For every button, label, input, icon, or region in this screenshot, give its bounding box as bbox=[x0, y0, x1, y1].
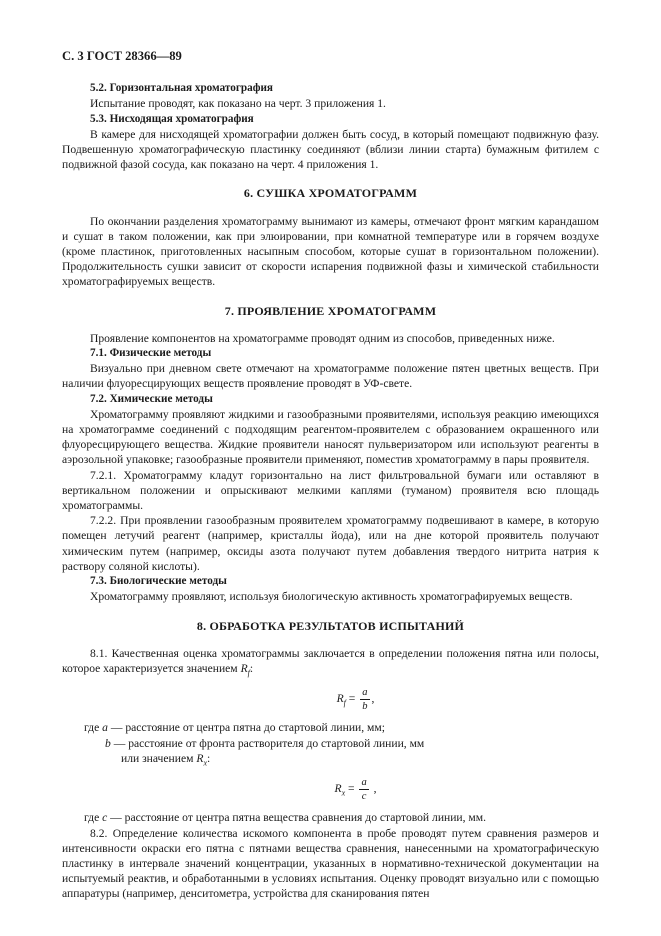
section-7-1-title: 7.1. Физические методы bbox=[90, 347, 212, 360]
where-a-line bbox=[62, 720, 599, 735]
where-c-prefix: где bbox=[84, 811, 103, 825]
formula-rf-lhs-sub: f bbox=[343, 698, 346, 708]
section-7-2-title: 7.2. Химические методы bbox=[90, 392, 213, 405]
section-7-intro: Проявление компонентов на хроматограмме проводят одним из способов, приведенных ниже. bbox=[90, 331, 555, 345]
or-value-text: или значением bbox=[121, 751, 194, 765]
where-b-var: b bbox=[105, 736, 111, 750]
rf-subscript: f bbox=[247, 668, 250, 678]
page-header: С. 3 ГОСТ 28366—89 bbox=[62, 49, 182, 63]
rf-symbol: R bbox=[240, 661, 248, 675]
formula-rx bbox=[62, 777, 599, 802]
formula-rx-numerator: a bbox=[361, 777, 367, 789]
section-5-3-title: 5.3. Нисходящая хроматография bbox=[90, 112, 254, 125]
rx-subscript: x bbox=[203, 758, 207, 768]
formula-rx-lhs: R bbox=[334, 782, 342, 796]
formula-rx-tail: , bbox=[370, 782, 377, 796]
where-c-var: c bbox=[102, 811, 108, 825]
rx-colon: : bbox=[207, 751, 211, 765]
section-5-3-text: В камере для нисходящей хроматографии должен быть сосуд, в который помещают подвижную фазу. Подвешенную хроматографическую пластинку соединяют (вблизи линии старта) бумажным фитилем с подвижной фазой сосуда, как показано на черт. 4 приложения 1. bbox=[62, 127, 599, 172]
rf-colon: : bbox=[249, 661, 254, 675]
formula-rf-tail: , bbox=[371, 692, 375, 706]
formula-rx-eq: = bbox=[345, 782, 358, 796]
or-value-line bbox=[62, 751, 599, 771]
section-7-3-title: 7.3. Биологические методы bbox=[90, 575, 227, 588]
formula-rf-lhs: R bbox=[336, 692, 344, 706]
section-8-title: 8. ОБРАБОТКА РЕЗУЛЬТАТОВ ИСПЫТАНИЙ bbox=[196, 618, 465, 633]
rx-symbol: R bbox=[196, 751, 204, 765]
section-5-2-text: Испытание проводят, как показано на черт. 3 приложения 1. bbox=[90, 97, 386, 111]
where-b-line bbox=[62, 736, 599, 751]
formula-rf-fraction bbox=[360, 687, 369, 712]
section-8-1-body: 8.1. Качественная оценка хроматограммы заключается в определении положения пятна или полосы, которое характеризуется значением bbox=[62, 646, 599, 675]
section-7-2-text: Хроматограмму проявляют жидкими и газообразными проявителями, используя реакцию имеющихся на хроматограмме соединений с подходящим реагентом-проявителем с образованием окрашенного или флуоресцирующего вещества. Жидкие проявители наносят пульверизатором или используют реагенты в аэрозольной упаковке; газообразные проявители применяют, поместив хроматограмму в пары проявителя. bbox=[62, 407, 599, 467]
where-prefix: где bbox=[84, 721, 103, 735]
section-7-1-text: Визуально при дневном свете отмечают на хроматограмме положение пятен цветных веществ. При наличии флуоресцирующих веществ проявление проводят в УФ-свете. bbox=[62, 362, 599, 391]
formula-rx-fraction bbox=[359, 777, 368, 802]
formula-rx-lhs-sub: x bbox=[341, 788, 346, 798]
where-c-text: — расстояние от центра пятна вещества сравнения до стартовой линии, мм. bbox=[107, 811, 487, 825]
formula-rx-denominator: c bbox=[361, 791, 367, 803]
where-c-line bbox=[62, 810, 599, 825]
section-7-2-2-text: 7.2.2. При проявлении газообразным проявителем хроматограмму подвешивают в камере, в которую помещен летучий реагент (например, кристаллы йода), или на дне которой проявитель получают химическим путем (например, оксиды азота получают путем добавления твердого нитрита натрия к раствору соляной кислоты). bbox=[62, 514, 599, 573]
where-a-var: a bbox=[102, 721, 108, 735]
where-a-text: — расстояние от центра пятна до стартовой линии, мм; bbox=[107, 721, 385, 735]
formula-rf-numerator: a bbox=[362, 687, 368, 699]
where-b-text: — расстояние от фронта растворителя до стартовой линии, мм bbox=[110, 736, 425, 750]
section-7-3-text: Хроматограмму проявляют, используя биологическую активность хроматографируемых веществ. bbox=[90, 590, 573, 604]
formula-rf-denominator: b bbox=[362, 701, 368, 713]
section-7-title: 7. ПРОЯВЛЕНИЕ ХРОМАТОГРАММ bbox=[224, 303, 437, 318]
section-6-text: По окончании разделения хроматограмму вынимают из камеры, отмечают фронт мягким карандашом и сушат в таком положении, как при элюировании, при комнатной температуре или в горячем воздухе (кроме пластинок, приготовленных насыпным способом, которые сушат в горизонтальном положении). Продолжительность сушки зависит от скорости испарения подвижной фазы и химической стабильности хроматографируемых веществ. bbox=[62, 214, 599, 289]
section-5-2-title: 5.2. Горизонтальная хроматография bbox=[90, 82, 273, 95]
formula-rf-eq: = bbox=[345, 692, 359, 706]
section-8-1-text bbox=[62, 646, 599, 681]
section-7-2-1-text: 7.2.1. Хроматограмму кладут горизонтально на лист фильтровальной бумаги или оставляют в вертикальном положении и опрыскивают мелкими каплями (туманом) проявителя всю площадь хроматограммы. bbox=[62, 468, 599, 513]
section-8-2-text: 8.2. Определение количества искомого компонента в пробе проводят путем сравнения размеров и интенсивности окраски его пятна с пятнами вещества сравнения, нанесенными на хроматографическую пластинку в интервале значений концентрации, указанных в нормативно-технической документации на испытуемый реактив, и обработанными в условиях испытания. Оценку проводят визуально или с помощью аппаратуры (например, денситометра, устройства для сканирования пятен bbox=[62, 826, 599, 901]
formula-rf bbox=[62, 687, 599, 712]
section-6-title: 6. СУШКА ХРОМАТОГРАММ bbox=[243, 186, 418, 201]
